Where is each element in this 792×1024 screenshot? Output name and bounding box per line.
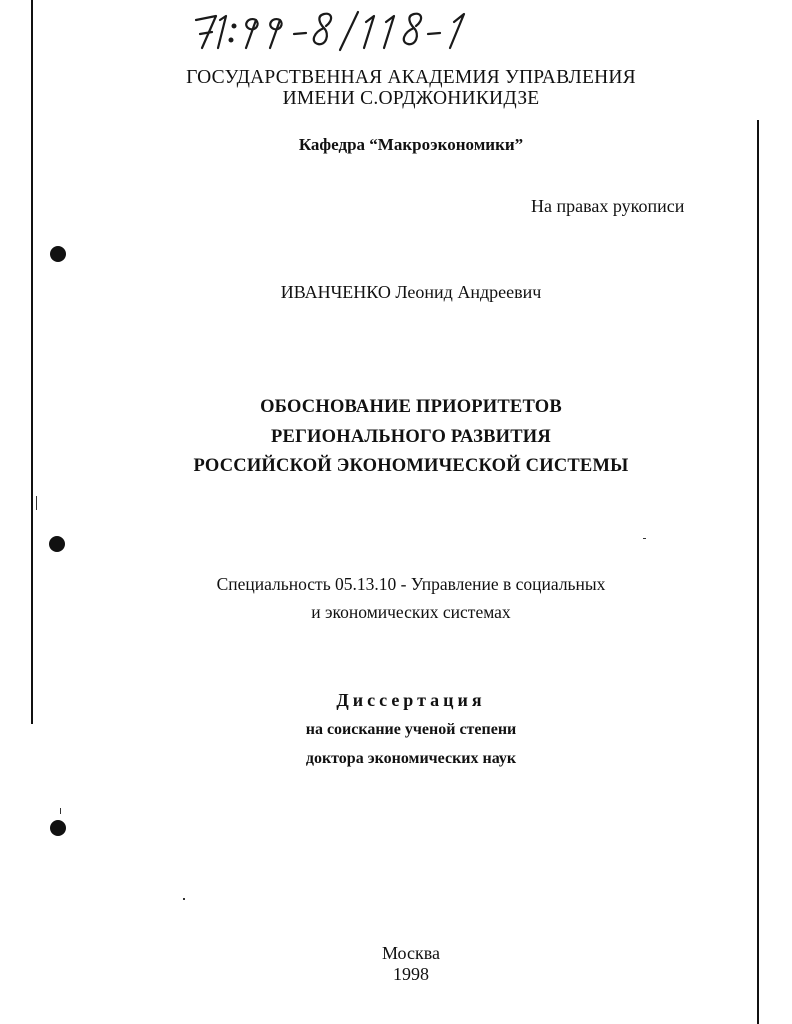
department-name: Кафедра “Макроэкономики” [298,135,524,154]
academy-name-line-1: ГОСУДАРСТВЕННАЯ АКАДЕМИЯ УПРАВЛЕНИЯ [186,67,636,88]
academy-name-line-2: ИМЕНИ С.ОРДЖОНИКИДЗЕ [282,88,540,109]
specialty-line-2: и экономических системах [311,602,511,622]
city: Москва [382,943,440,963]
degree-line-2: доктора экономических наук [305,750,517,767]
scan-speck [183,898,185,900]
rights-notice: На правах рукописи [531,196,685,216]
author-name: ИВАНЧЕНКО Леонид Андреевич [280,282,542,302]
binding-hole [50,246,66,262]
specialty-line-1: Специальность 05.13.10 - Управление в социальных [216,574,606,594]
degree-line-1: на соискание ученой степени [305,721,517,738]
thesis-title-line-2: РЕГИОНАЛЬНОГО РАЗВИТИЯ [271,427,551,447]
binding-hole [50,820,66,836]
year: 1998 [393,964,429,984]
binding-hole [49,536,65,552]
scan-speck [643,538,646,539]
dissertation-label: Диссертация [336,690,486,710]
handwritten-catalog-number [190,4,490,54]
scan-speck [60,808,61,814]
thesis-title-line-1: ОБОСНОВАНИЕ ПРИОРИТЕТОВ [260,397,562,417]
scan-speck [36,496,37,510]
right-scan-margin-line [757,120,759,1024]
thesis-title-line-3: РОССИЙСКОЙ ЭКОНОМИЧЕСКОЙ СИСТЕМЫ [193,456,629,476]
